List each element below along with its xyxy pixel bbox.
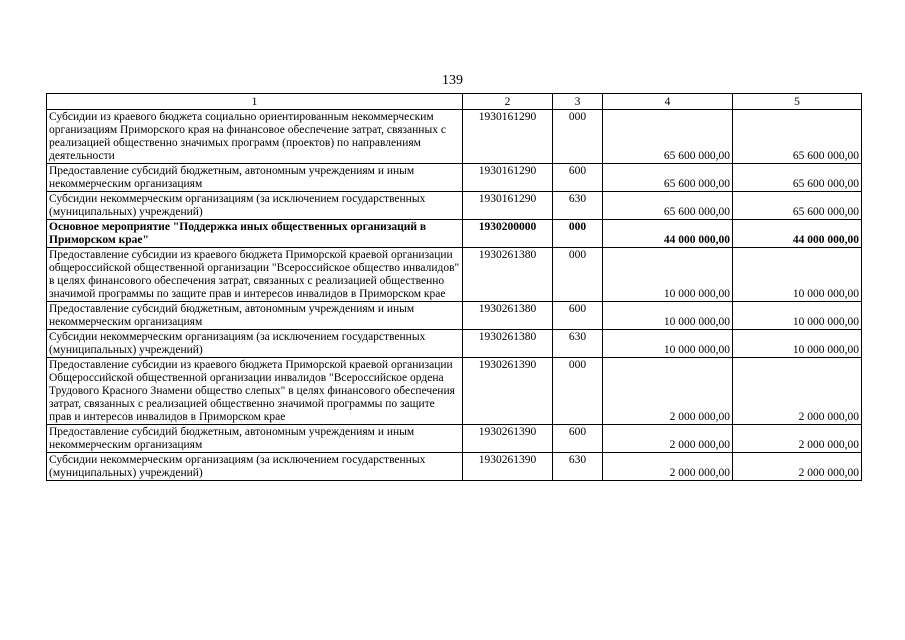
row-name-cell: Предоставление субсидий бюджетным, автономным учреждениям и иным некоммерческим организациям <box>47 164 463 192</box>
budget-table <box>46 93 862 481</box>
row-kind-cell: 000 <box>553 220 603 248</box>
row-amount-col4-cell: 10 000 000,00 <box>603 302 733 330</box>
table-row <box>47 425 862 453</box>
row-amount-col5-cell: 65 600 000,00 <box>733 164 862 192</box>
row-kind-cell: 630 <box>553 330 603 358</box>
row-name-cell: Субсидии некоммерческим организациям (за исключением государственных (муниципальных) учреждений) <box>47 453 463 481</box>
row-code-cell: 1930261380 <box>463 330 553 358</box>
table-row <box>47 220 862 248</box>
row-code-cell: 1930261380 <box>463 302 553 330</box>
row-name-cell: Субсидии некоммерческим организациям (за исключением государственных (муниципальных) учреждений) <box>47 192 463 220</box>
table-row <box>47 110 862 164</box>
row-name-cell: Предоставление субсидий бюджетным, автономным учреждениям и иным некоммерческим организациям <box>47 425 463 453</box>
row-amount-col5-cell: 65 600 000,00 <box>733 110 862 164</box>
table-row <box>47 358 862 425</box>
row-amount-col5-cell: 10 000 000,00 <box>733 302 862 330</box>
table-row <box>47 192 862 220</box>
row-kind-cell: 630 <box>553 192 603 220</box>
row-amount-col4-cell: 44 000 000,00 <box>603 220 733 248</box>
row-code-cell: 1930161290 <box>463 192 553 220</box>
column-header-3: 3 <box>553 94 603 110</box>
table-row <box>47 302 862 330</box>
row-code-cell: 1930261390 <box>463 453 553 481</box>
row-code-cell: 1930200000 <box>463 220 553 248</box>
column-header-4: 4 <box>603 94 733 110</box>
row-name-cell: Предоставление субсидии из краевого бюджета Приморской краевой организации общероссийской общественной организации "Всероссийское общество инвалидов" в целях финансового обеспечения затрат, связанных с реализацией общественно значимой программы по защите прав и интересов инвалидов в Приморском крае <box>47 248 463 302</box>
row-kind-cell: 600 <box>553 302 603 330</box>
row-name-cell: Предоставление субсидий бюджетным, автономным учреждениям и иным некоммерческим организациям <box>47 302 463 330</box>
table-row <box>47 164 862 192</box>
row-amount-col5-cell: 10 000 000,00 <box>733 330 862 358</box>
table-row <box>47 248 862 302</box>
row-amount-col5-cell: 65 600 000,00 <box>733 192 862 220</box>
row-kind-cell: 600 <box>553 425 603 453</box>
row-amount-col5-cell: 2 000 000,00 <box>733 358 862 425</box>
row-amount-col4-cell: 2 000 000,00 <box>603 358 733 425</box>
row-kind-cell: 000 <box>553 248 603 302</box>
row-code-cell: 1930261380 <box>463 248 553 302</box>
row-kind-cell: 000 <box>553 358 603 425</box>
row-kind-cell: 000 <box>553 110 603 164</box>
row-amount-col4-cell: 2 000 000,00 <box>603 425 733 453</box>
row-kind-cell: 630 <box>553 453 603 481</box>
row-amount-col4-cell: 2 000 000,00 <box>603 453 733 481</box>
row-kind-cell: 600 <box>553 164 603 192</box>
table-row <box>47 330 862 358</box>
row-name-cell: Основное мероприятие "Поддержка иных общественных организаций в Приморском крае" <box>47 220 463 248</box>
row-amount-col4-cell: 10 000 000,00 <box>603 330 733 358</box>
row-amount-col4-cell: 65 600 000,00 <box>603 164 733 192</box>
row-amount-col4-cell: 65 600 000,00 <box>603 110 733 164</box>
row-amount-col5-cell: 44 000 000,00 <box>733 220 862 248</box>
row-amount-col4-cell: 10 000 000,00 <box>603 248 733 302</box>
row-code-cell: 1930261390 <box>463 358 553 425</box>
column-header-5: 5 <box>733 94 862 110</box>
row-amount-col5-cell: 2 000 000,00 <box>733 425 862 453</box>
row-amount-col5-cell: 2 000 000,00 <box>733 453 862 481</box>
row-code-cell: 1930261390 <box>463 425 553 453</box>
row-code-cell: 1930161290 <box>463 110 553 164</box>
column-header-1: 1 <box>47 94 463 110</box>
table-row <box>47 453 862 481</box>
table-header-row <box>47 94 862 110</box>
row-name-cell: Субсидии из краевого бюджета социально ориентированным некоммерческим организациям Приморского края на финансовое обеспечение затрат, связанных с реализацией общественно значимых программ (проектов) по направлениям деятельности <box>47 110 463 164</box>
row-amount-col5-cell: 10 000 000,00 <box>733 248 862 302</box>
row-amount-col4-cell: 65 600 000,00 <box>603 192 733 220</box>
row-name-cell: Предоставление субсидии из краевого бюджета Приморской краевой организации Общероссийской общественной организации инвалидов "Всероссийское ордена Трудового Красного Знамени общество слепых" в целях финансового обеспечения затрат, связанных с реализацией общественно значимой программы по защите прав и интересов инвалидов в Приморском крае <box>47 358 463 425</box>
row-code-cell: 1930161290 <box>463 164 553 192</box>
row-name-cell: Субсидии некоммерческим организациям (за исключением государственных (муниципальных) учреждений) <box>47 330 463 358</box>
page-number: 139 <box>442 73 463 88</box>
column-header-2: 2 <box>463 94 553 110</box>
